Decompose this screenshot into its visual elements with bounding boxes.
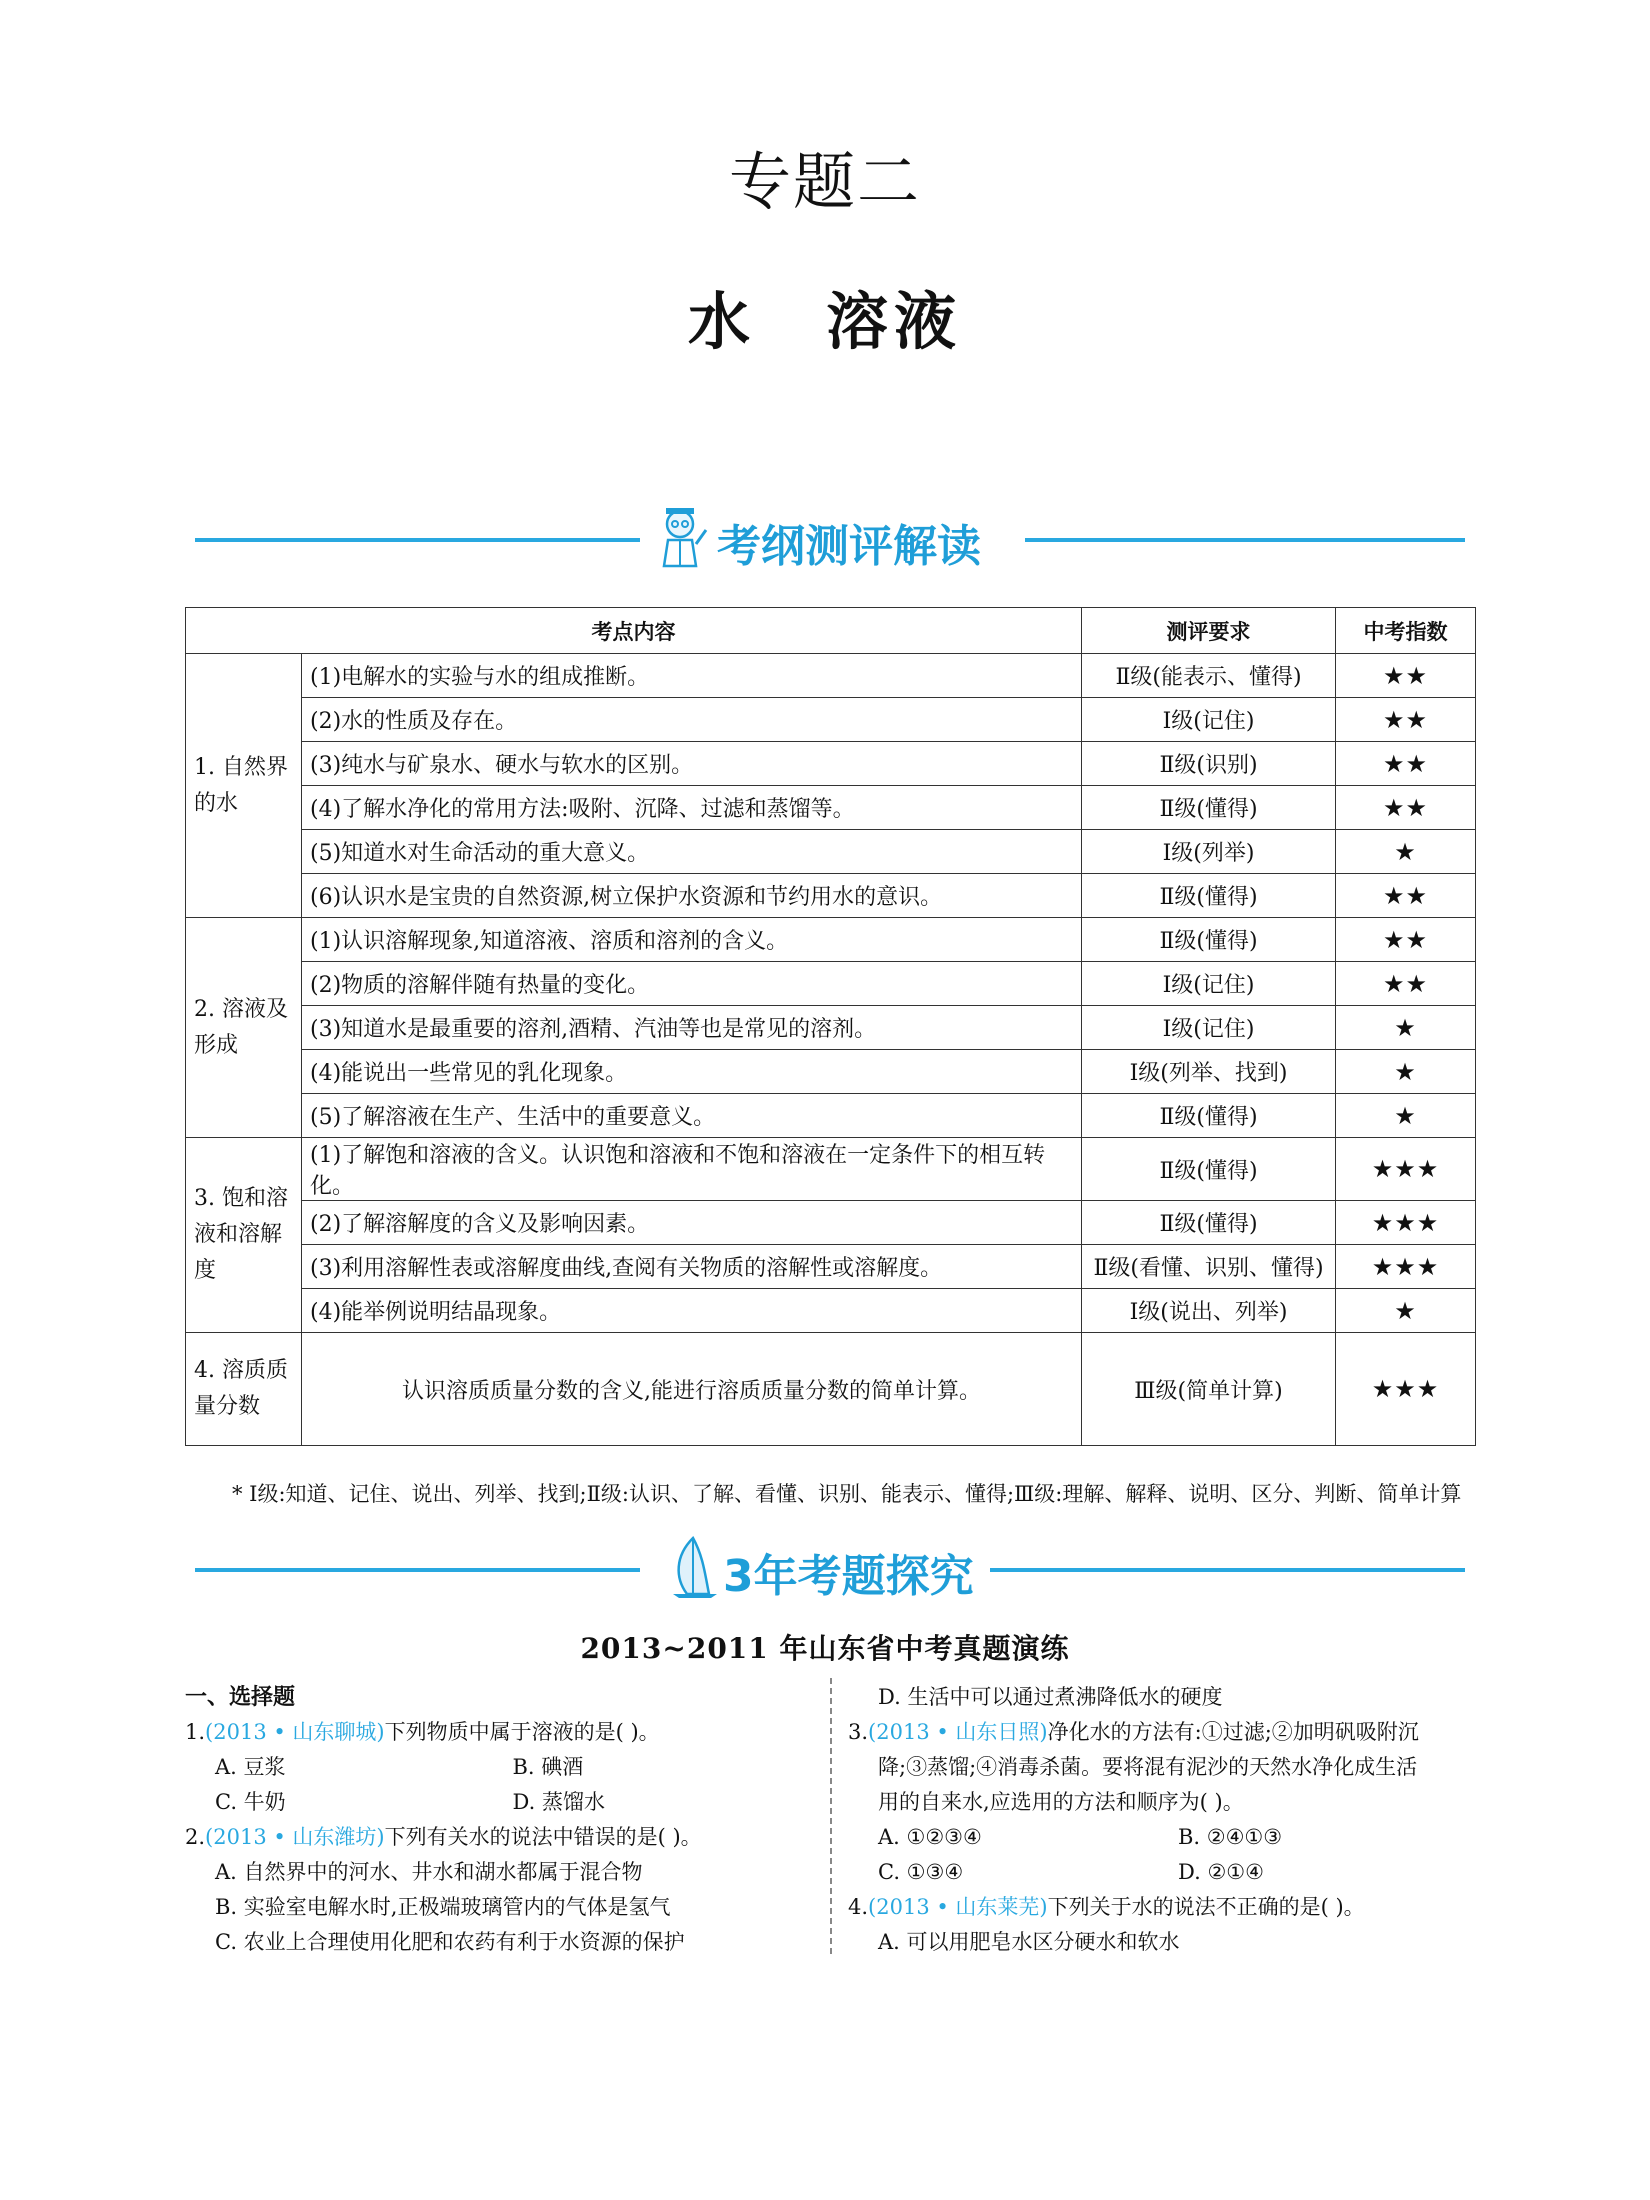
star-cell: ★★ (1336, 918, 1476, 962)
question-text-continued: 降;③蒸馏;④消毒杀菌。要将混有泥沙的天然水净化成生活 (878, 1755, 1418, 1779)
table-row (186, 1333, 1476, 1446)
content-cell: (1)认识溶解现象,知道溶液、溶质和溶剂的含义。 (302, 918, 1082, 962)
column-divider (830, 1678, 832, 1954)
option-b: B. ②④①③ (1178, 1825, 1283, 1849)
content-cell: (4)能说出一些常见的乳化现象。 (302, 1050, 1082, 1094)
content-cell: 认识溶质质量分数的含义,能进行溶质质量分数的简单计算。 (302, 1333, 1082, 1446)
content-cell: (3)纯水与矿泉水、硬水与软水的区别。 (302, 742, 1082, 786)
scientist-icon (650, 504, 710, 570)
section-line-left (195, 1568, 640, 1572)
section-header-exams (195, 1540, 1465, 1600)
header-level: 测评要求 (1082, 608, 1336, 654)
star-cell: ★ (1336, 830, 1476, 874)
level-cell: Ⅰ级(记住) (1082, 1006, 1336, 1050)
content-cell: (3)利用溶解性表或溶解度曲线,查阅有关物质的溶解性或溶解度。 (302, 1245, 1082, 1289)
option-a: A. ①②③④ (878, 1825, 982, 1849)
part-title: 一、选择题 (185, 1685, 296, 1710)
content-cell: (2)水的性质及存在。 (302, 698, 1082, 742)
option-d: D. 蒸馏水 (512, 1790, 605, 1814)
table-row (186, 918, 1476, 962)
page-subtitle (0, 272, 1650, 361)
table-row (186, 742, 1476, 786)
star-cell: ★ (1336, 1289, 1476, 1333)
category-cell: 2. 溶液及形成 (186, 918, 302, 1138)
table-row (186, 1094, 1476, 1138)
level-cell: Ⅱ级(懂得) (1082, 1094, 1336, 1138)
star-cell: ★★★ (1336, 1201, 1476, 1245)
content-cell: (1)了解饱和溶液的含义。认识饱和溶液和不饱和溶液在一定条件下的相互转化。 (302, 1138, 1082, 1201)
level-cell: Ⅰ级(说出、列举) (1082, 1289, 1336, 1333)
section-header-syllabus (195, 510, 1465, 570)
table-row (186, 1138, 1476, 1201)
subtitle-part2: 溶液 (826, 285, 963, 358)
option-c: C. 牛奶 (215, 1790, 286, 1814)
question-text-continued: 用的自来水,应选用的方法和顺序为( )。 (878, 1790, 1244, 1814)
level-cell: Ⅱ级(看懂、识别、懂得) (1082, 1245, 1336, 1289)
option-b: B. 碘酒 (512, 1755, 584, 1779)
category-cell: 1. 自然界的水 (186, 654, 302, 918)
question-source: (2013 • 山东日照) (868, 1720, 1048, 1744)
level-cell: Ⅰ级(列举) (1082, 830, 1336, 874)
star-cell: ★ (1336, 1094, 1476, 1138)
question-text: 下列关于水的说法不正确的是( )。 (1047, 1895, 1365, 1919)
option-b: B. 实验室电解水时,正极端玻璃管内的气体是氢气 (215, 1895, 671, 1919)
content-cell: (1)电解水的实验与水的组成推断。 (302, 654, 1082, 698)
question-1 (185, 1715, 810, 1750)
question-number: 4. (848, 1895, 869, 1919)
level-cell: Ⅱ级(懂得) (1082, 874, 1336, 918)
question-source: (2013 • 山东莱芜) (868, 1895, 1048, 1919)
level-cell: Ⅱ级(懂得) (1082, 1138, 1336, 1201)
question-2 (185, 1820, 810, 1855)
question-4 (848, 1890, 1478, 1925)
level-cell: Ⅰ级(列举、找到) (1082, 1050, 1336, 1094)
star-cell: ★★ (1336, 786, 1476, 830)
table-row (186, 962, 1476, 1006)
question-number: 1. (185, 1720, 206, 1744)
questions-right-column (848, 1680, 1478, 1960)
page-title: 专题二 (728, 145, 921, 218)
question-text: 下列物质中属于溶液的是( )。 (384, 1720, 660, 1744)
content-cell: (2)了解溶解度的含义及影响因素。 (302, 1201, 1082, 1245)
option-row (848, 1855, 1478, 1890)
section-line-right (1025, 538, 1465, 542)
content-cell: (6)认识水是宝贵的自然资源,树立保护水资源和节约用水的意识。 (302, 874, 1082, 918)
exam-heading: 2013~2011 年山东省中考真题演练 (580, 1632, 1070, 1665)
option-d: D. 生活中可以通过煮沸降低水的硬度 (878, 1685, 1223, 1709)
section-line-left (195, 538, 640, 542)
option-a: A. 豆浆 (215, 1755, 286, 1779)
star-cell: ★★ (1336, 962, 1476, 1006)
option-row (185, 1750, 810, 1785)
table-row (186, 1289, 1476, 1333)
table-row (186, 698, 1476, 742)
star-cell: ★★★ (1336, 1138, 1476, 1201)
level-cell: Ⅰ级(记住) (1082, 962, 1336, 1006)
star-cell: ★★ (1336, 698, 1476, 742)
category-cell: 3. 饱和溶液和溶解度 (186, 1138, 302, 1333)
table-row (186, 874, 1476, 918)
question-source: (2013 • 山东聊城) (205, 1720, 385, 1744)
section-line-right (990, 1568, 1465, 1572)
star-cell: ★ (1336, 1050, 1476, 1094)
level-cell: Ⅱ级(懂得) (1082, 918, 1336, 962)
level-cell: Ⅱ级(能表示、懂得) (1082, 654, 1336, 698)
content-cell: (3)知道水是最重要的溶剂,酒精、汽油等也是常见的溶剂。 (302, 1006, 1082, 1050)
star-cell: ★★ (1336, 654, 1476, 698)
table-row (186, 1201, 1476, 1245)
level-cell: Ⅰ级(记住) (1082, 698, 1336, 742)
content-cell: (2)物质的溶解伴随有热量的变化。 (302, 962, 1082, 1006)
table-row (186, 1006, 1476, 1050)
table-row (186, 1245, 1476, 1289)
header-content: 考点内容 (186, 608, 1082, 654)
section-title-exams: 3年考题探究 (723, 1551, 974, 1602)
option-c: C. 农业上合理使用化肥和农药有利于水资源的保护 (215, 1930, 685, 1954)
content-cell: (5)了解溶液在生产、生活中的重要意义。 (302, 1094, 1082, 1138)
star-cell: ★★ (1336, 874, 1476, 918)
level-cell: Ⅱ级(识别) (1082, 742, 1336, 786)
subtitle-part1: 水 (687, 285, 756, 358)
question-text: 净化水的方法有:①过滤;②加明矾吸附沉 (1047, 1720, 1419, 1744)
content-cell: (4)能举例说明结晶现象。 (302, 1289, 1082, 1333)
sail-icon (665, 1534, 725, 1600)
option-d: D. ②①④ (1178, 1860, 1264, 1884)
question-3 (848, 1715, 1478, 1750)
option-a: A. 可以用肥皂水区分硬水和软水 (878, 1930, 1180, 1954)
star-cell: ★★ (1336, 742, 1476, 786)
content-cell: (4)了解水净化的常用方法:吸附、沉降、过滤和蒸馏等。 (302, 786, 1082, 830)
option-a: A. 自然界中的河水、井水和湖水都属于混合物 (215, 1860, 643, 1884)
table-row (186, 830, 1476, 874)
table-row (186, 654, 1476, 698)
question-number: 2. (185, 1825, 206, 1849)
star-cell: ★ (1336, 1006, 1476, 1050)
table-row (186, 786, 1476, 830)
syllabus-table (185, 607, 1476, 1446)
question-source: (2013 • 山东潍坊) (205, 1825, 385, 1849)
level-cell: Ⅱ级(懂得) (1082, 786, 1336, 830)
content-cell: (5)知道水对生命活动的重大意义。 (302, 830, 1082, 874)
questions-left-column (185, 1680, 810, 1960)
table-row (186, 1050, 1476, 1094)
level-cell: Ⅱ级(懂得) (1082, 1201, 1336, 1245)
question-text: 下列有关水的说法中错误的是( )。 (384, 1825, 702, 1849)
level-cell: Ⅲ级(简单计算) (1082, 1333, 1336, 1446)
category-cell: 4. 溶质质量分数 (186, 1333, 302, 1446)
option-row (185, 1785, 810, 1820)
section-title-syllabus: 考纲测评解读 (717, 521, 981, 572)
question-number: 3. (848, 1720, 869, 1744)
header-index: 中考指数 (1336, 608, 1476, 654)
option-row (848, 1820, 1478, 1855)
option-c: C. ①③④ (878, 1860, 964, 1884)
star-cell: ★★★ (1336, 1245, 1476, 1289)
level-legend-note: * Ⅰ级:知道、记住、说出、列举、找到;Ⅱ级:认识、了解、看懂、识别、能表示、懂得;Ⅲ级:理解、解释、说明、区分、判断、简单计算 (232, 1482, 1462, 1506)
star-cell: ★★★ (1336, 1333, 1476, 1446)
table-header-row (186, 608, 1476, 654)
